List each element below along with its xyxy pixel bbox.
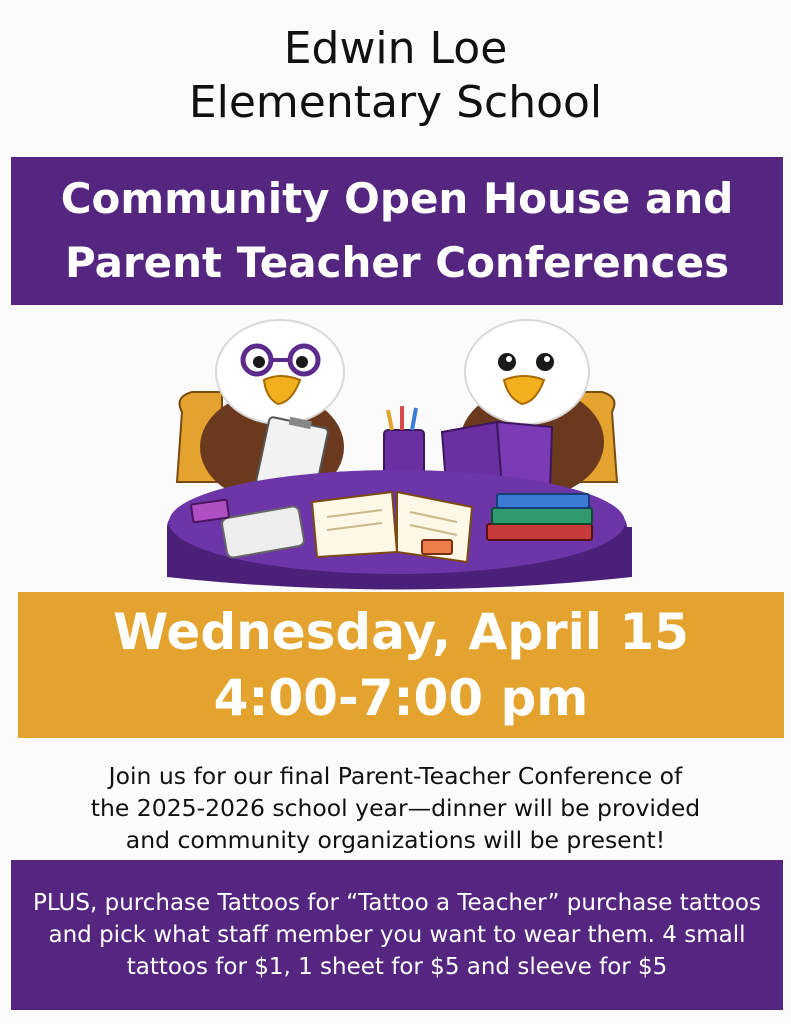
event-title-banner <box>11 157 783 305</box>
right-eagle-head-icon <box>465 320 589 424</box>
event-date-banner <box>18 592 784 738</box>
school-name <box>0 22 791 130</box>
book-stack-icon <box>487 524 592 540</box>
event-date: Wednesday, April 15 <box>113 603 689 661</box>
left-eagle-head-icon <box>216 320 344 424</box>
event-details-line2: the 2025-2026 school year—dinner will be provided <box>90 794 701 822</box>
event-details <box>10 760 781 856</box>
school-name-line2: Elementary School <box>188 77 603 128</box>
tattoo-promo-text: PLUS, purchase Tattoos for “Tattoo a Teacher” purchase tattoos and pick what staff member you want to wear them. 4 small tattoos for $1, 1 sheet for $5 and sleeve for $5 <box>33 890 761 980</box>
event-details-line1: Join us for our final Parent-Teacher Conference of <box>108 762 683 790</box>
open-book-icon <box>312 492 397 557</box>
school-name-line1: Edwin Loe <box>283 23 508 74</box>
tattoo-promo-banner <box>11 860 783 1010</box>
eagles-reading-illustration <box>152 312 642 592</box>
event-title-line1: Community Open House and <box>60 174 734 223</box>
event-title-line2: Parent Teacher Conferences <box>64 238 730 287</box>
event-details-line3: and community organizations will be present! <box>125 826 666 854</box>
event-time: 4:00-7:00 pm <box>213 669 589 727</box>
